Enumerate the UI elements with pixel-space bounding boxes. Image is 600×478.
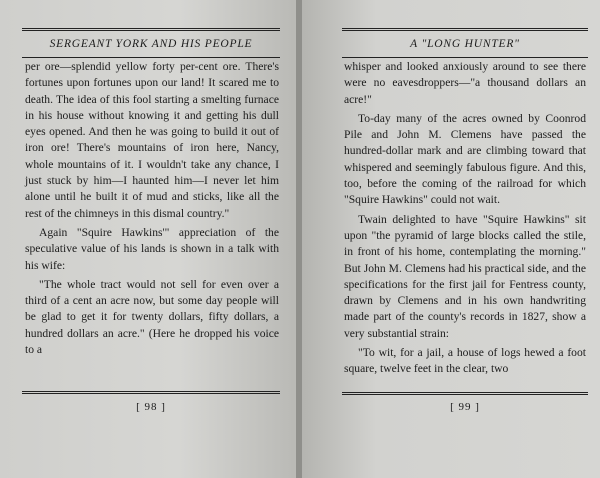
paragraph: "To wit, for a jail, a house of logs hewed a foot square, twelve feet in the clear, two <box>344 346 586 376</box>
right-page <box>302 0 600 478</box>
right-page-number: [ 99 ] <box>450 401 480 413</box>
paragraph: Again "Squire Hawkins'" appreciation of the speculative value of his lands is shown in a talk with his wife: <box>25 225 279 272</box>
paragraph: per ore—splendid yellow forty per-cent ore. There's fortunes upon fortunes upon our land! It scared me to death. The idea of this fool starting a smelting furnace in his house without knowing it and getting his dull eyes opened. And then he was going to build it out of iron ore! There's mountains of iron here, Nancy, whole mountains of it. I wouldn't take any chance, I just stuck by him—I haunted him—I never let him alone until he built it of mud and sticks, like all the rest of the chimneys in this dismal country." <box>25 60 279 220</box>
right-running-head: A "LONG HUNTER" <box>342 28 588 58</box>
left-running-head: SERGEANT YORK AND HIS PEOPLE <box>22 28 280 58</box>
left-page-text <box>25 59 279 358</box>
paragraph: To-day many of the acres owned by Coonrod Pile and John M. Clemens have passed the hundred-dollar mark and are climbing toward that whispered and seemingly fabulous figure. And this, too, before the coming of the railroad for which "Squire Hawkins" could not wait. <box>344 111 586 207</box>
left-page <box>0 0 298 478</box>
right-footer-rule <box>342 392 588 399</box>
paragraph: "The whole tract would not sell for even over a third of a cent an acre now, but some day people will be glad to get it for twenty dollars, fifty dollars, a hundred dollars an acre." (Here he dropped his voice to a <box>25 277 279 357</box>
left-page-number: [ 98 ] <box>136 401 166 413</box>
left-footer-rule <box>22 391 280 398</box>
right-page-text <box>344 59 586 378</box>
paragraph: Twain delighted to have "Squire Hawkins" sit upon "the pyramid of large blocks called the stile, in front of his home, contemplating the morning." But John M. Clemens had his practical side, and the specifications for the first jail for Fentress county, drawn by Clemens and in his own handwriting made part of the county's records in 1827, show a very substantial strain: <box>344 212 586 340</box>
paragraph: whisper and looked anxiously around to see there were no eavesdroppers—"a thousand dollars an acre!" <box>344 60 586 106</box>
